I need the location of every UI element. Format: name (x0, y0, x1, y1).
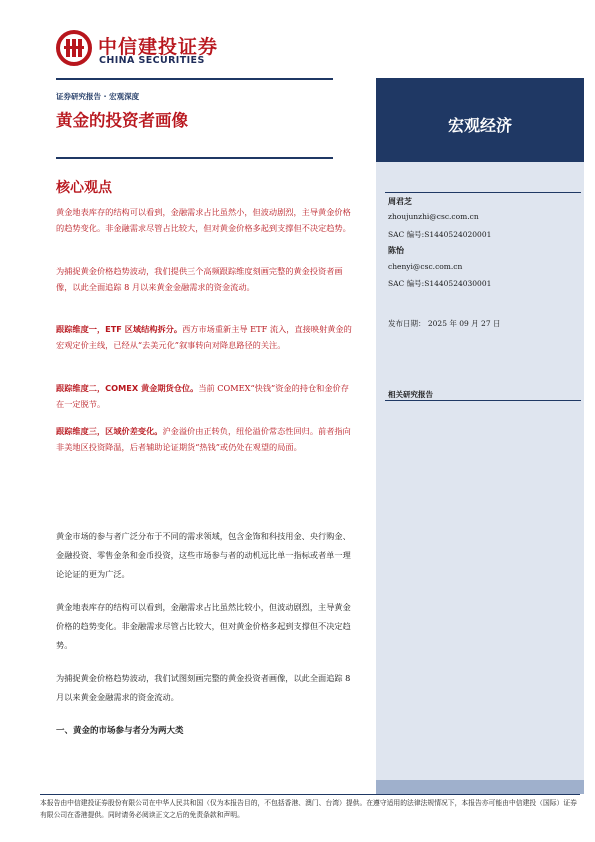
company-logo (56, 28, 219, 72)
report-type: 证券研究报告 · 宏观深度 (56, 92, 140, 101)
key-point-paragraph (56, 322, 356, 353)
logo-english-text: CHINA SECURITIES (99, 55, 205, 66)
title-divider (56, 157, 333, 159)
key-points-heading: 核心观点 (56, 180, 112, 196)
report-title: 黄金的投资者画像 (56, 111, 188, 130)
category-banner (376, 78, 584, 162)
body-paragraph: 为捕捉黄金价格趋势波动，我们试图刻画完整的黄金投资者画像，以此全面追踪 8 月以来黄金金融需求的资金流动。 (56, 673, 351, 702)
body-paragraph: 黄金市场的参与者广泛分布于不同的需求领域，包含金饰和科技用金、央行购金、金融投资、零售金条和金币投资，这些市场参与者的动机远比单一指标或者单一理论论证的更为广泛。 (56, 531, 351, 579)
footer-divider (40, 794, 580, 795)
key-point-text: 沪金溢价由正转负，纽伦溢价常态性回归。前者指向非美地区投资降温，后者辅助论证期货“热钱”或仍处在观望的局面。 (56, 426, 351, 452)
category-label: 宏观经济 (447, 116, 512, 135)
sidebar-bottom-band (376, 780, 584, 794)
footer-disclaimer: 本报告由中信建投证券股份有限公司在中华人民共和国（仅为本报告目的，不包括香港、澳门、台湾）提供。在遵守适用的法律法规情况下，本报告亦可能由中信建投（国际）证券有限公司在香港提供。同时请务必阅读正文之后的免责条款和声明。 (40, 799, 577, 819)
logo-mark-icon (56, 30, 92, 66)
sidebar-panel (376, 162, 584, 792)
section-heading: 一、黄金的市场参与者分为两大类 (56, 726, 184, 736)
key-point-paragraph (56, 424, 356, 455)
related-reports-divider (385, 400, 581, 401)
header-divider (56, 78, 333, 80)
logo-chinese-text: 中信建投证券 (98, 36, 219, 58)
author-email[interactable]: chenyi@csc.com.cn (388, 262, 463, 271)
author-name: 周君芝 (388, 197, 412, 206)
body-paragraph: 黄金地表库存的结构可以看到，金融需求占比虽然比较小，但波动剧烈，主导黄金价格的趋势变化。非金融需求尽管占比较大，但对黄金价格多起到支撑但不决定趋势。 (56, 602, 351, 650)
author-sac: SAC 编号:S1440524030001 (388, 279, 492, 288)
key-point-lead: 跟踪维度三，区域价差变化。 (56, 426, 163, 436)
key-point-lead: 跟踪维度二，COMEX 黄金期货仓位。 (56, 383, 199, 393)
author-name: 陈怡 (388, 246, 404, 255)
key-point-text: 西方市场重新主导 ETF 流入，直接映射黄金的宏观定价主线，已经从“去美元化”叙事转向对降息路径的关注。 (56, 324, 352, 350)
key-point-paragraph: 黄金地表库存的结构可以看到，金融需求占比虽然小，但波动剧烈，主导黄金价格的趋势变化。非金融需求尽管占比较大，但对黄金价格多起到支撑但不决定趋势。 (56, 207, 351, 233)
key-point-text: 当前 COMEX“快钱”资金的持仓和金价存在一定脱节。 (56, 383, 349, 409)
key-point-paragraph: 为捕捉黄金价格趋势波动，我们提供三个高频跟踪维度刻画完整的黄金投资者画像，以此全面追踪 8 月以来黄金金融需求的资金流动。 (56, 266, 343, 292)
publish-date: 发布日期： 2025 年 09 月 27 日 (388, 319, 501, 328)
author-email[interactable]: zhoujunzhi@csc.com.cn (388, 212, 479, 221)
sidebar-divider (385, 192, 581, 193)
related-reports-heading: 相关研究报告 (388, 390, 433, 399)
key-point-lead: 跟踪维度一，ETF 区域结构拆分。 (56, 324, 183, 334)
key-point-paragraph (56, 381, 356, 412)
author-sac: SAC 编号:S1440524020001 (388, 230, 492, 239)
